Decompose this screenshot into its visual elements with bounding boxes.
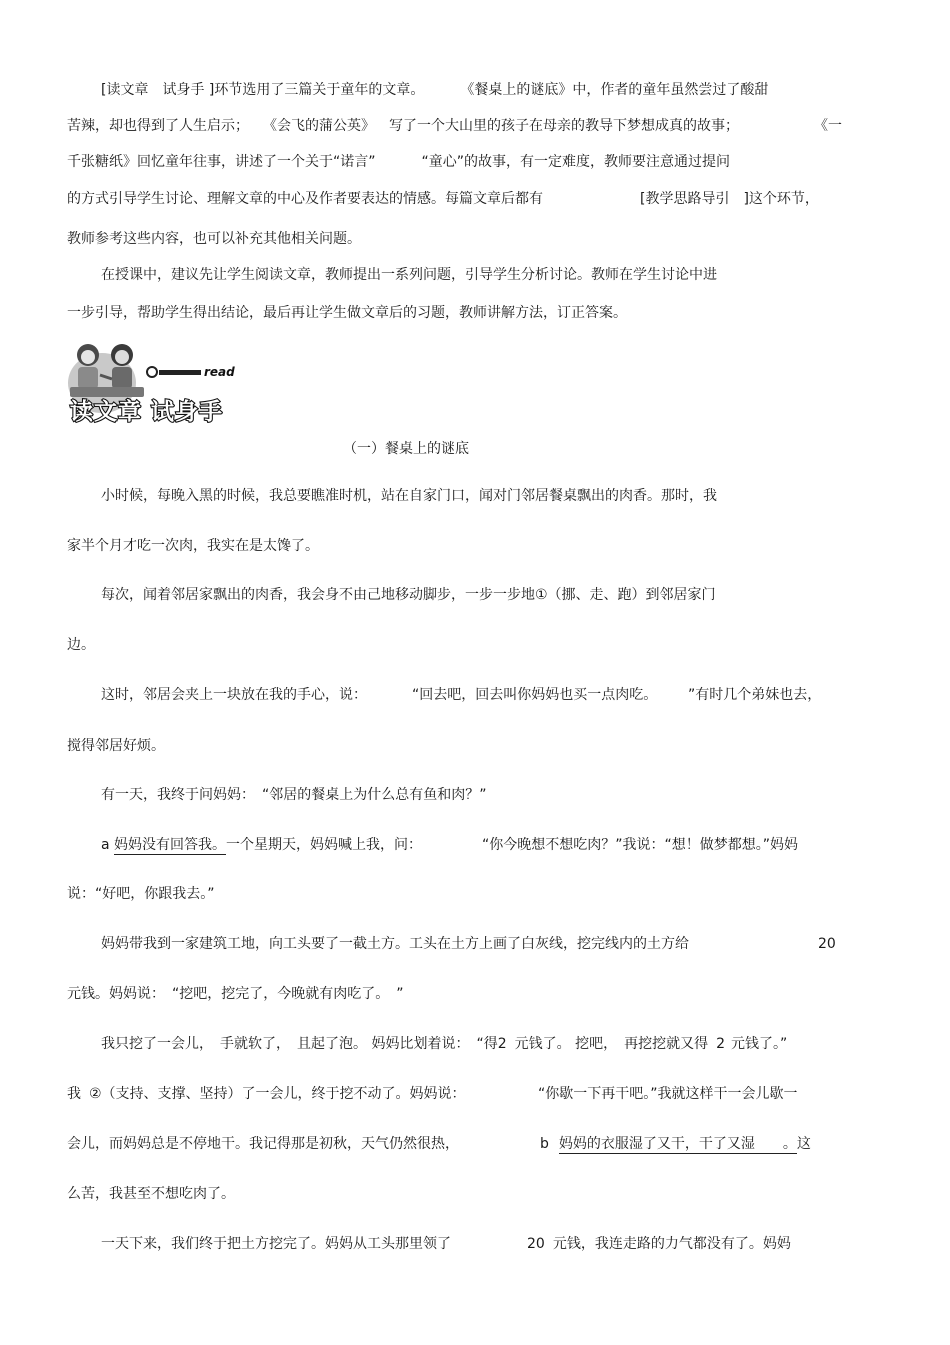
article-text: “你歇一下再干吧。”我就这样干一会儿歇一 (538, 1086, 798, 1102)
intro-line (67, 304, 627, 322)
article-line (101, 935, 689, 953)
article-line (482, 836, 798, 854)
article-text: 一个星期天，妈妈喊上我，问： (226, 837, 423, 853)
article-line (67, 1085, 466, 1103)
intro-text: 《一 (814, 118, 842, 134)
article-line (101, 1235, 451, 1253)
article-text: 2 (497, 1036, 507, 1052)
article-line (67, 1185, 235, 1203)
article-text: 每次，闻着邻居家飘出的肉香，我会身不由己地移动脚步，一步一步地①（挪、走、跑）到邻居家门 (101, 587, 716, 603)
intro-text: 写了一个大山里的孩子在母亲的教导下梦想成真的故事； (389, 118, 739, 134)
article-line (540, 1135, 811, 1153)
article-text: 家半个月才吃一次肉，我实在是太馋了。 (67, 538, 319, 554)
article-text: “你今晚想不想吃肉？”我说：“想！做梦都想。”妈妈 (482, 837, 799, 853)
read-banner-icon (147, 367, 201, 377)
article-text: 2 (716, 1036, 725, 1052)
article-line (101, 686, 367, 704)
article-line (688, 686, 821, 704)
article-line (818, 935, 836, 953)
logo-title: 读文章 试身手 (70, 399, 224, 425)
intro-line (814, 117, 842, 135)
article-text: 20 (527, 1236, 545, 1252)
article-text: 会儿，而妈妈总是不停地干。我记得那是初秋，天气仍然很热， (67, 1136, 459, 1152)
article-text: 元钱了。 挖吧， 再挖挖就又得 (514, 1036, 709, 1052)
article-text: 妈妈带我到一家建筑工地，向工头要了一截土方。工头在土方上画了白灰线，挖完线内的土方给 (101, 936, 689, 952)
intro-text: 《会飞的蒲公英》 (263, 118, 375, 134)
intro-text: [教学思路导引 ]这个环节， (640, 191, 819, 207)
intro-text: 一步引导，帮助学生得出结论，最后再让学生做文章后的习题，教师讲解方法，订正答案。 (67, 305, 627, 321)
intro-text: 教师参考这些内容，也可以补充其他相关问题。 (67, 231, 361, 247)
intro-line (67, 190, 543, 208)
intro-line (640, 190, 819, 208)
article-text: ②（支持、支撑、坚持）了一会儿，终于挖不动了。妈妈说： (89, 1086, 466, 1102)
article-line (67, 885, 215, 903)
article-text: 小时候，每晚入黑的时候，我总要瞧准时机，站在自家门口，闻对门邻居餐桌飘出的肉香。那时，我 (101, 488, 717, 504)
article-text: 这 (796, 1136, 811, 1152)
article-line (67, 537, 319, 555)
article-text: 搅得邻居好烦。 (67, 738, 165, 754)
article-line (101, 836, 422, 854)
article-line (538, 1085, 798, 1103)
article-line (67, 1135, 459, 1153)
article-line (101, 487, 717, 505)
article-line (67, 636, 95, 654)
logo-word: read (204, 365, 235, 379)
intro-text: 苦辣，却也得到了人生启示； (67, 118, 249, 134)
article-title (343, 440, 469, 458)
intro-text: 《餐桌上的谜底》中，作者的童年虽然尝过了酸甜 (460, 82, 769, 98)
intro-line (101, 81, 768, 99)
underlined-sentence-a: 妈妈没有回答我。 (114, 837, 227, 853)
article-text: 么苦，我甚至不想吃肉了。 (67, 1186, 235, 1202)
article-text: 20 (818, 936, 836, 952)
article-text: 一天下来，我们终于把土方挖完了。妈妈从工头那里领了 (101, 1236, 451, 1252)
intro-line (67, 230, 361, 248)
article-line (67, 737, 165, 755)
intro-text: [读文章 试身手 ]环节选用了三篇关于童年的文章。 (101, 82, 425, 98)
intro-text: 的方式引导学生讨论、理解文章的中心及作者要表达的情感。每篇文章后都有 (67, 191, 543, 207)
article-text: 我只挖了一会儿， 手就软了， 且起了泡。 妈妈比划着说： “得 (101, 1036, 498, 1052)
intro-text: “童心”的故事，有一定难度，教师要注意通过提问 (421, 154, 731, 170)
article-text: 有一天，我终于问妈妈： “邻居的餐桌上为什么总有鱼和肉？” (101, 787, 487, 803)
article-text: 说：“好吧，你跟我去。” (67, 886, 215, 902)
article-title-text: （一）餐桌上的谜底 (343, 441, 469, 457)
article-line (101, 1035, 787, 1053)
intro-line (101, 266, 717, 284)
intro-text: 千张糖纸》回忆童年往事，讲述了一个关于“诺言” (67, 154, 376, 170)
section-logo (66, 335, 238, 427)
intro-line (67, 117, 739, 135)
article-text: 我 (67, 1086, 81, 1102)
article-line (67, 985, 404, 1003)
article-text: 边。 (67, 637, 95, 653)
article-text: “回去吧，回去叫你妈妈也买一点肉吃。 (412, 687, 658, 703)
underlined-sentence-b: 妈妈的衣服湿了又干，干了又湿 。 (558, 1136, 797, 1152)
article-text: 这时，邻居会夹上一块放在我的手心，说： (101, 687, 367, 703)
article-text: 元钱。妈妈说： “挖吧，挖完了，今晚就有肉吃了。 ” (67, 986, 404, 1002)
intro-line (67, 153, 730, 171)
article-line (412, 686, 657, 704)
article-text: ”有时几个弟妹也去， (688, 687, 822, 703)
article-text: 元钱了。” (731, 1036, 788, 1052)
marker-b: b (540, 1136, 549, 1152)
marker-a: a (101, 837, 110, 853)
intro-text: 在授课中，建议先让学生阅读文章，教师提出一系列问题，引导学生分析讨论。教师在学生讨论中进 (101, 267, 717, 283)
article-line (101, 786, 487, 804)
article-text: 元钱，我连走路的力气都没有了。妈妈 (552, 1236, 791, 1252)
article-line (527, 1235, 791, 1253)
article-line (101, 586, 716, 604)
